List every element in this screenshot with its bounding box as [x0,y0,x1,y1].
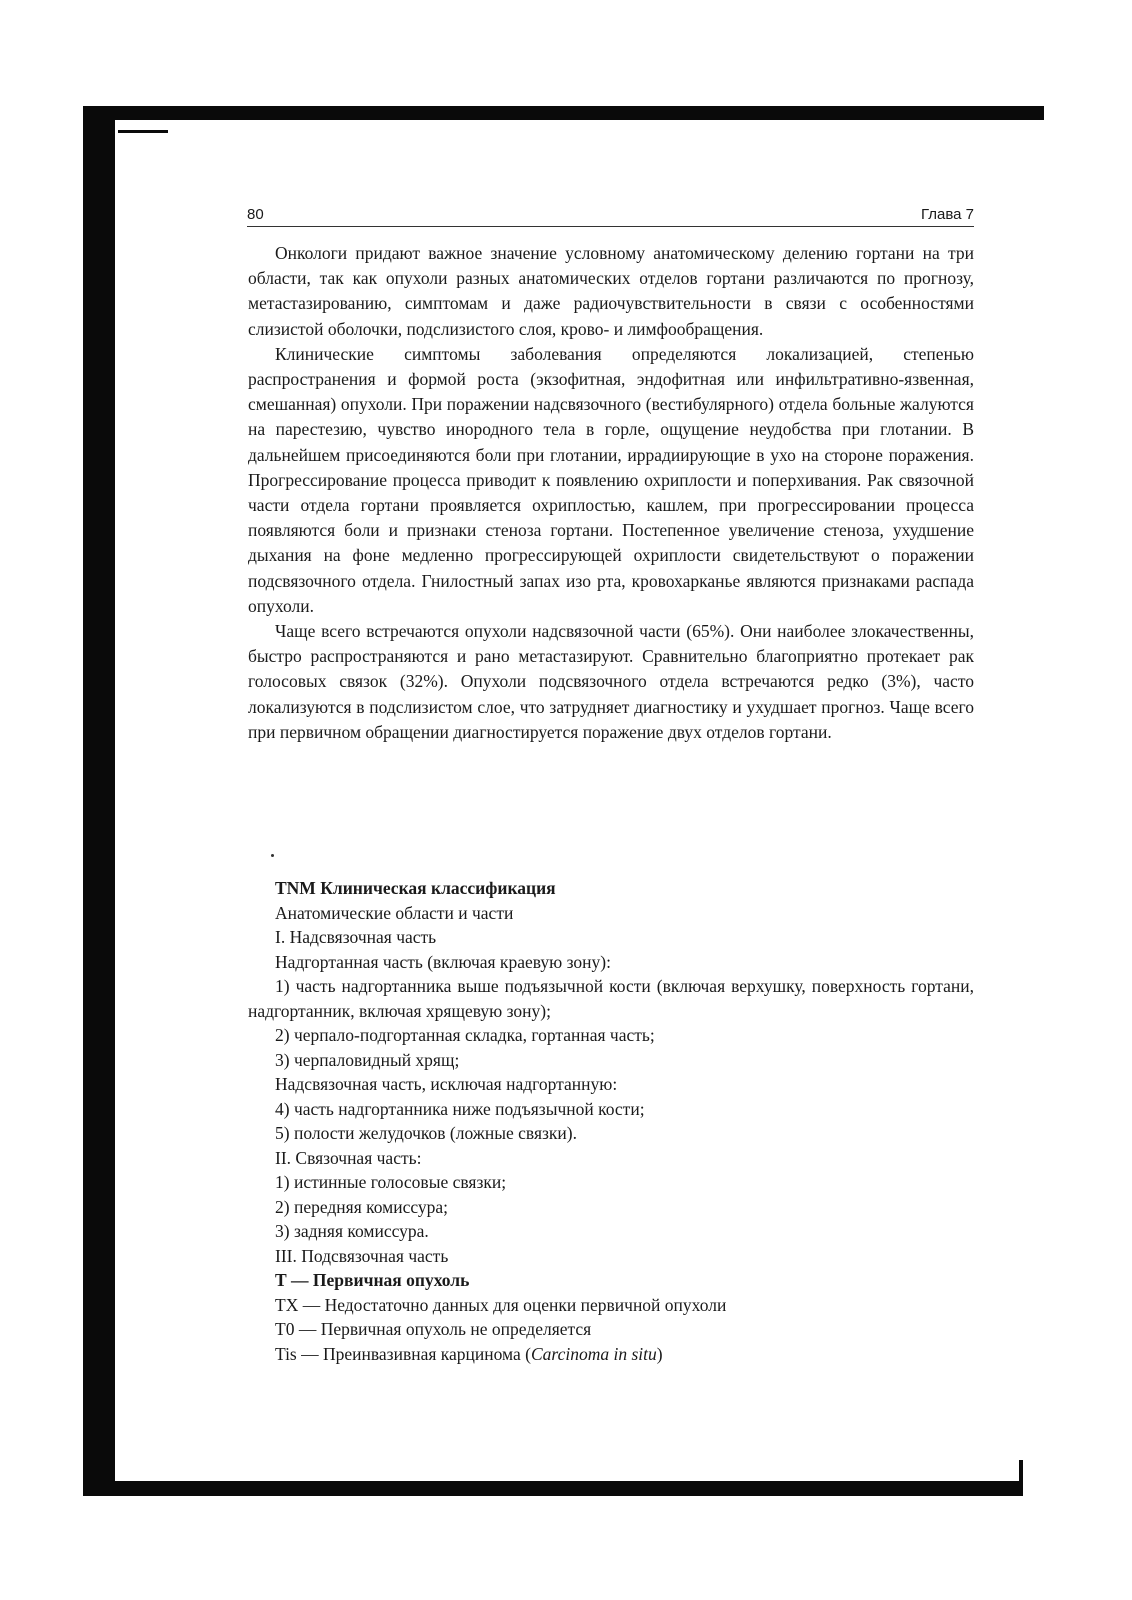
tis-italic: Carcinoma in situ [530,1343,657,1364]
paragraph: Клинические симптомы заболевания определяются локализацией, степенью распространения и формой роста (экзофитная, эндофитная или инфильтративно-язвенная, смешанная) опухоли. При поражении надсвязочного (вестибулярного) отдела больные жалуются на парестезию, чувство инородного тела в горле, ощущение неудобства при глотании. В дальнейшем присоединяются боли при глотании, иррадиирующие в ухо на стороне поражения. Прогрессирование процесса приводит к появлению охриплости и поперхивания. Рак связочной части отдела гортани проявляется охриплостью, кашлем, при прогрессировании процесса появляются боли и признаки стеноза гортани. Постепенное увеличение стеноза, ухудшение дыхания на фоне медленно прогрессирующей охриплости свидетельствуют о поражении подсвязочного отдела. Гнилостный запах изо рта, кровохарканье являются признаками распада опухоли. [248,343,974,616]
tis-prefix: Tis — Преинвазивная карцинома ( [275,1343,531,1364]
list-item: I. Надсвязочная часть [275,927,437,947]
tnm-classification [248,876,974,1366]
scan-border-right [1019,1460,1023,1496]
page-number: 80 [247,206,264,223]
list-item: Надсвязочная часть, исключая надгортанную: [275,1074,618,1094]
scan-border-left [83,106,115,1492]
list-item: 3) черпаловидный хрящ; [275,1049,460,1070]
scan-border-top [108,106,1044,120]
running-header [247,204,974,227]
paragraph: Чаще всего встречаются опухоли надсвязочной части (65%). Они наиболее злокачественны, быстро распространяются и рано метастазируют. Сравнительно благоприятно протекает рак голосовых связок (32%). Опухоли подсвязочного отдела встречаются редко (3%), часто локализуются в подслизистом слое, что затрудняет диагностику и ухудшает прогноз. Чаще всего при первичном обращении диагностируется поражение двух отделов гортани. [248,621,974,742]
list-item: 1) часть надгортанника выше подъязычной кости (включая верхушку, поверхность гортани, надгортанник, включая хрящевую зону); [248,976,974,1021]
tis-suffix: ) [656,1343,663,1364]
list-item: 3) задняя комиссура. [275,1221,429,1241]
scan-border-bottom [83,1481,1023,1496]
list-item: Анатомические области и части [275,902,514,923]
body-text [248,241,974,745]
list-item: Надгортанная часть (включая краевую зону): [275,951,611,972]
list-item [248,1342,974,1367]
list-item: II. Связочная часть: [275,1147,422,1168]
list-item: 1) истинные голосовые связки; [275,1172,507,1192]
chapter-title: Глава 7 [920,206,974,223]
list-item: 4) часть надгортанника ниже подъязычной кости; [275,1098,645,1119]
list-item: ТХ — Недостаточно данных для оценки первичной опухоли [275,1294,727,1315]
section-heading: Т — Первичная опухоль [275,1270,470,1290]
list-item: III. Подсвязочная часть [275,1245,449,1266]
list-item: 2) передняя комиссура; [275,1196,449,1217]
list-item: 2) черпало-подгортанная складка, гортанная часть; [275,1025,655,1045]
scan-speck [271,854,274,857]
paragraph: Онкологи придают важное значение условному анатомическому делению гортани на три области, так как опухоли разных анатомических отделов гортани различаются по прогнозу, метастазированию, симптомам и даже радиочувствительности в связи с особенностями слизистой оболочки, подслизистого слоя, крово- и лимфообращения. [248,243,974,339]
list-item: 5) полости желудочков (ложные связки). [275,1123,577,1143]
scan-mark [118,130,168,133]
list-item: Т0 — Первичная опухоль не определяется [275,1319,592,1339]
section-heading: TNM Клиническая классификация [275,878,556,898]
